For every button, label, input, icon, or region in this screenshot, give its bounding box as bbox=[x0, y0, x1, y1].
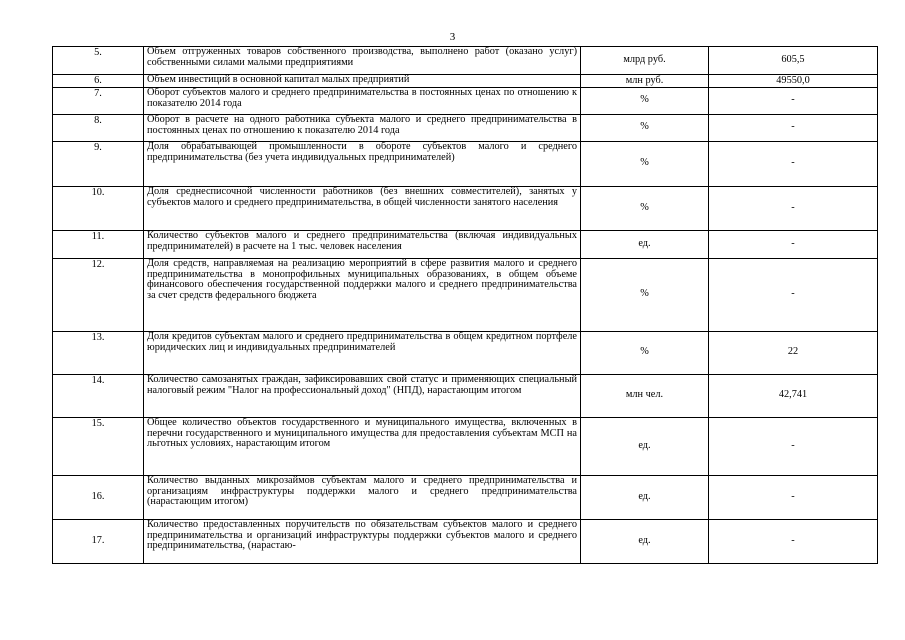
row-description: Доля среднесписочной численности работников (без внешних совместителей), занятых у субъектов малого и среднего предпринимательства, в общей численности занятого населения bbox=[144, 186, 581, 230]
indicators-table bbox=[52, 46, 878, 564]
row-description: Количество выданных микрозаймов субъектам малого и среднего предпринимательства и организациям инфраструктуры поддержки малого и среднего предпринимательства (нарастающим итогом) bbox=[144, 475, 581, 519]
row-number: 7. bbox=[53, 87, 144, 114]
row-value: - bbox=[709, 87, 878, 114]
table-row bbox=[53, 114, 878, 141]
table-row bbox=[53, 331, 878, 374]
row-value: 42,741 bbox=[709, 374, 878, 417]
row-unit: % bbox=[581, 331, 709, 374]
row-description: Количество субъектов малого и среднего предпринимательства (включая индивидуальных предпринимателей) в расчете на 1 тыс. человек населения bbox=[144, 230, 581, 258]
row-description: Общее количество объектов государственного и муниципального имущества, включенных в перечни государственного и муниципального имущества для предоставления субъектам МСП на льготных условиях, нарастающим итогом bbox=[144, 417, 581, 475]
table-row bbox=[53, 87, 878, 114]
row-number: 11. bbox=[53, 230, 144, 258]
row-value: - bbox=[709, 417, 878, 475]
row-number: 6. bbox=[53, 75, 144, 88]
table-row bbox=[53, 475, 878, 519]
row-value: 49550,0 bbox=[709, 75, 878, 88]
row-description: Объем отгруженных товаров собственного производства, выполнено работ (оказано услуг) собственными силами малыми предприятиями bbox=[144, 47, 581, 75]
row-unit: млн чел. bbox=[581, 374, 709, 417]
row-unit: % bbox=[581, 87, 709, 114]
row-number: 12. bbox=[53, 258, 144, 331]
row-unit: % bbox=[581, 258, 709, 331]
row-value: - bbox=[709, 475, 878, 519]
table-row bbox=[53, 374, 878, 417]
table-row bbox=[53, 258, 878, 331]
page-number: 3 bbox=[449, 31, 456, 43]
row-unit: ед. bbox=[581, 519, 709, 563]
row-number: 16. bbox=[53, 475, 144, 519]
row-description: Объем инвестиций в основной капитал малых предприятий bbox=[144, 75, 581, 88]
row-value: - bbox=[709, 519, 878, 563]
row-unit: % bbox=[581, 114, 709, 141]
row-description: Доля обрабатывающей промышленности в обороте субъектов малого и среднего предпринимательства (без учета индивидуальных предпринимателей) bbox=[144, 141, 581, 186]
row-description: Доля средств, направляемая на реализацию мероприятий в сфере развития малого и среднего предпринимательства в монопрофильных муниципальных образованиях, в общем объеме финансового обеспечения государственной поддержки малого и среднего предпринимательства за счет средств федерального бюджета bbox=[144, 258, 581, 331]
row-number: 10. bbox=[53, 186, 144, 230]
row-value: - bbox=[709, 230, 878, 258]
row-unit: ед. bbox=[581, 417, 709, 475]
row-number: 17. bbox=[53, 519, 144, 563]
row-value: - bbox=[709, 141, 878, 186]
row-number: 14. bbox=[53, 374, 144, 417]
table-row bbox=[53, 230, 878, 258]
row-number: 9. bbox=[53, 141, 144, 186]
row-description: Количество предоставленных поручительств по обязательствам субъектов малого и среднего предпринимательства и организаций инфраструктуры поддержки субъектов малого и среднего предпринимательства, (нарастаю- bbox=[144, 519, 581, 563]
table-row bbox=[53, 47, 878, 75]
row-value: 22 bbox=[709, 331, 878, 374]
row-number: 5. bbox=[53, 47, 144, 75]
table-row bbox=[53, 141, 878, 186]
row-unit: млрд руб. bbox=[581, 47, 709, 75]
row-value: - bbox=[709, 114, 878, 141]
row-unit: ед. bbox=[581, 475, 709, 519]
row-value: - bbox=[709, 258, 878, 331]
row-unit: % bbox=[581, 141, 709, 186]
row-unit: % bbox=[581, 186, 709, 230]
row-description: Количество самозанятых граждан, зафиксировавших свой статус и применяющих специальный налоговый режим "Налог на профессиональный доход" (НПД), нарастающим итогом bbox=[144, 374, 581, 417]
row-description: Оборот субъектов малого и среднего предпринимательства в постоянных ценах по отношению к показателю 2014 года bbox=[144, 87, 581, 114]
row-unit: млн руб. bbox=[581, 75, 709, 88]
row-number: 8. bbox=[53, 114, 144, 141]
row-value: - bbox=[709, 186, 878, 230]
table-row bbox=[53, 75, 878, 88]
table-row bbox=[53, 186, 878, 230]
table-row bbox=[53, 417, 878, 475]
table-row bbox=[53, 519, 878, 563]
row-description: Доля кредитов субъектам малого и среднего предпринимательства в общем кредитном портфеле юридических лиц и индивидуальных предпринимателей bbox=[144, 331, 581, 374]
row-description: Оборот в расчете на одного работника субъекта малого и среднего предпринимательства в постоянных ценах по отношению к показателю 2014 года bbox=[144, 114, 581, 141]
row-value: 605,5 bbox=[709, 47, 878, 75]
row-number: 15. bbox=[53, 417, 144, 475]
row-number: 13. bbox=[53, 331, 144, 374]
row-unit: ед. bbox=[581, 230, 709, 258]
